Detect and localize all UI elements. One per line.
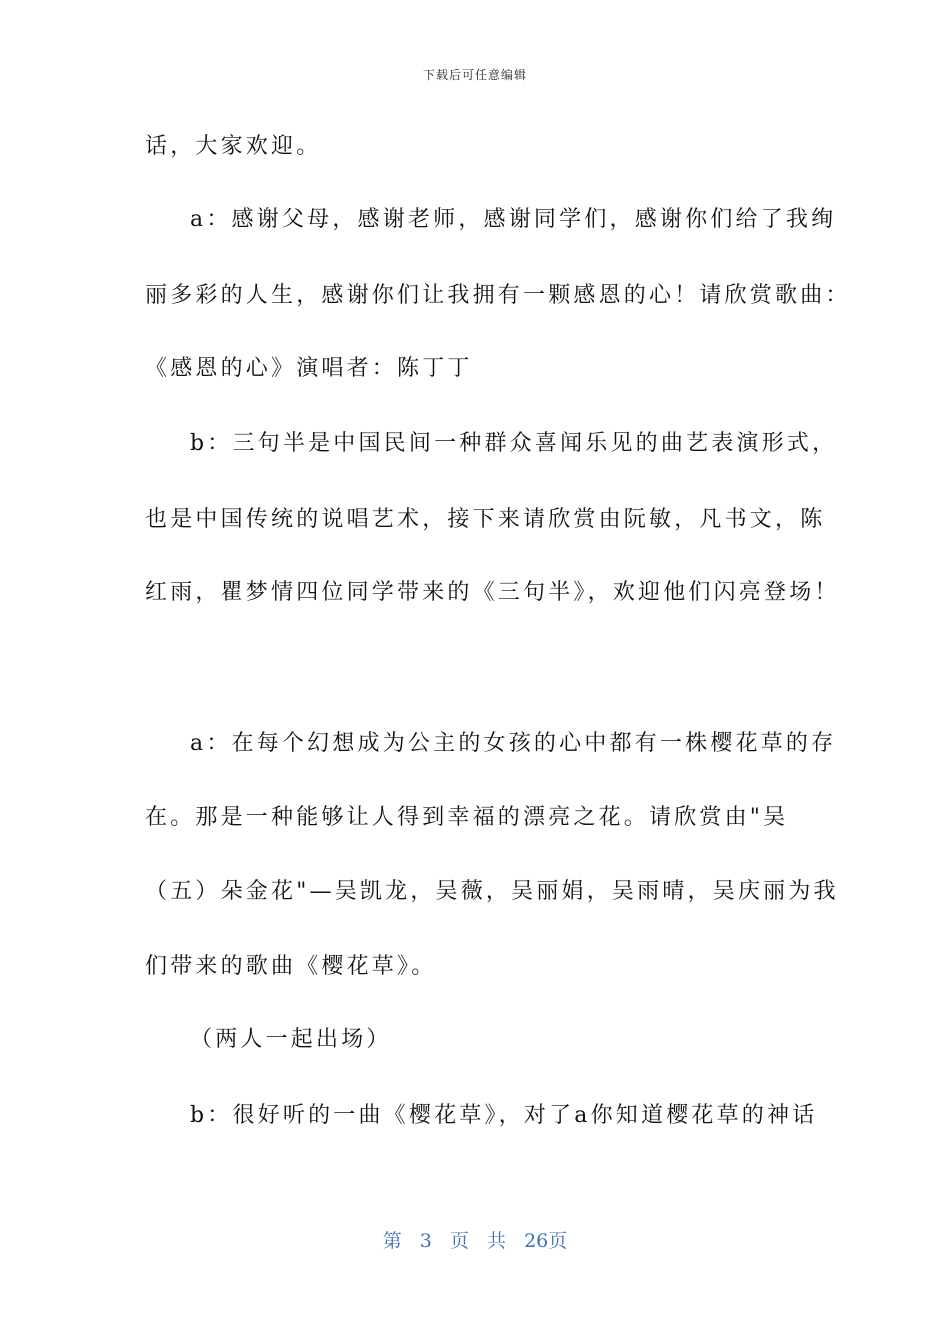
paragraph-line: 也是中国传统的说唱艺术，接下来请欣赏由阮敏，凡书文，陈 [145, 507, 826, 532]
paragraph-line: 红雨，瞿梦情四位同学带来的《三句半》，欢迎他们闪亮登场！ [145, 580, 840, 605]
footer-page-current: 3 [419, 1230, 432, 1252]
footer-word-ye: 页 [449, 1230, 469, 1252]
paragraph-line: 们带来的歌曲《樱花草》。 [145, 954, 437, 979]
paragraph-line: （两人一起出场） [190, 1027, 392, 1052]
paragraph-line: a：在每个幻想成为公主的女孩的心中都有一株樱花草的存 [190, 731, 837, 756]
paragraph-line: b：三句半是中国民间一种群众喜闻乐见的曲艺表演形式， [190, 431, 838, 456]
paragraph-line: 丽多彩的人生，感谢你们让我拥有一颗感恩的心！请欣赏歌曲： [145, 283, 851, 308]
paragraph-line: a：感谢父母，感谢老师，感谢同学们，感谢你们给了我绚 [190, 207, 837, 232]
header-note: 下载后可任意编辑 [422, 68, 527, 82]
paragraph-line: 在。那是一种能够让人得到幸福的漂亮之花。请欣赏由"吴 [145, 805, 789, 830]
paragraph-line: 话，大家欢迎。 [145, 134, 322, 159]
footer-word-di: 第 [382, 1230, 402, 1252]
footer-page-total: 26页 [524, 1230, 568, 1252]
paragraph-line: 《感恩的心》演唱者：陈丁丁 [145, 356, 473, 381]
footer-word-gong: 共 [487, 1230, 507, 1252]
paragraph-line: b：很好听的一曲《樱花草》，对了a你知道樱花草的神话 [190, 1103, 818, 1128]
page-footer [0, 1226, 950, 1253]
paragraph-line: （五）朵金花"—吴凯龙，吴薇，吴丽娟，吴雨晴，吴庆丽为我 [145, 879, 839, 904]
